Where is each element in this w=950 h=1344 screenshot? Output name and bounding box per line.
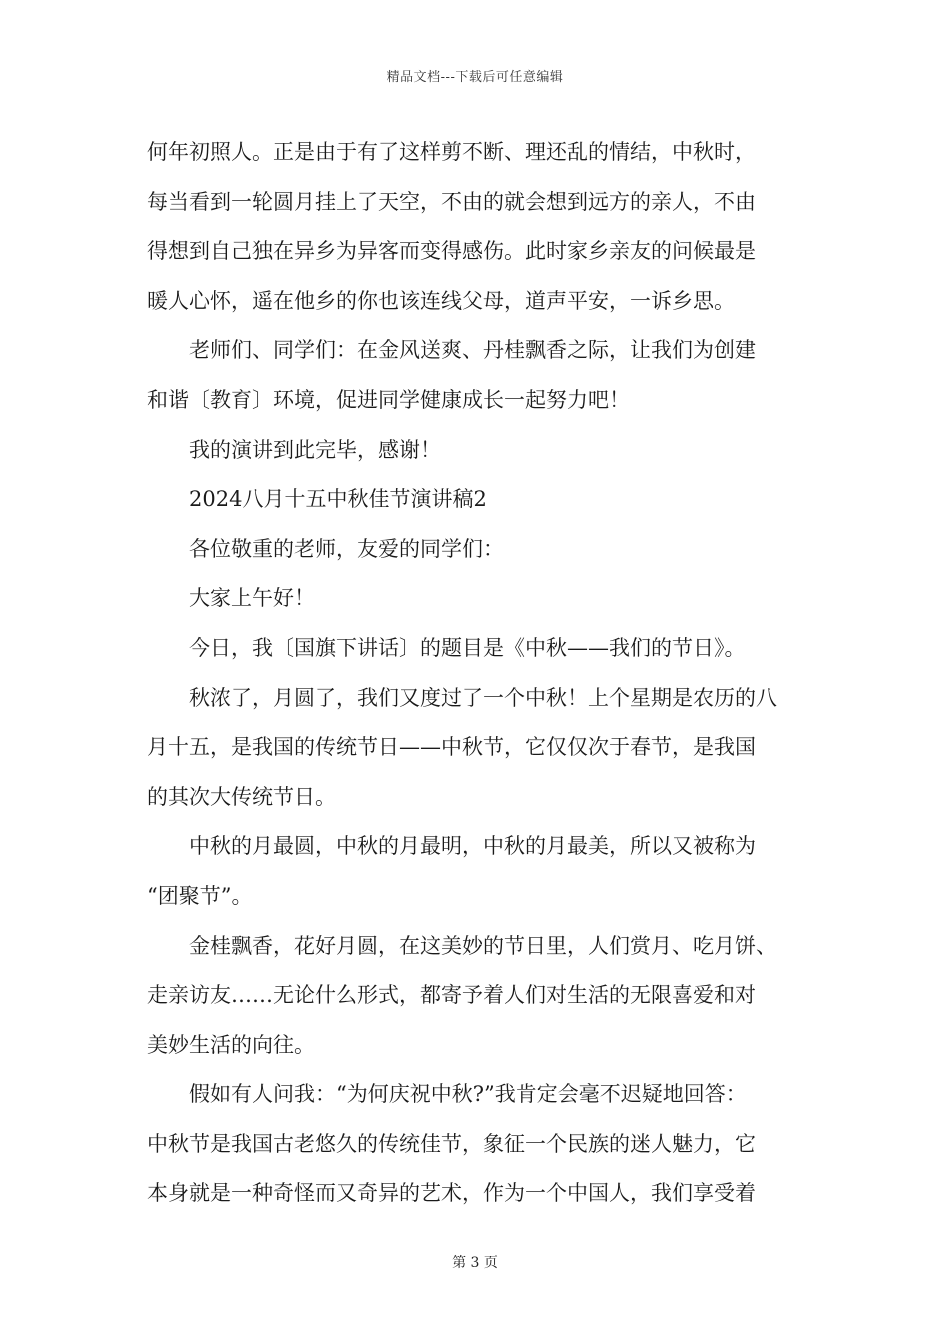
page-header: 精品文档---下载后可任意编辑 (386, 70, 564, 85)
text-line: 2024八月十五中秋佳节演讲稿2 (189, 487, 487, 512)
text-line: 我的演讲到此完毕，感谢！ (189, 437, 441, 462)
text-line: 何年初照人。正是由于有了这样剪不断、理还乱的情结，中秋时， (147, 140, 756, 164)
text-line: 老师们、同学们：在金风送爽、丹桂飘香之际，让我们为创建 (189, 338, 756, 363)
text-line: 大家上午好！ (189, 586, 315, 611)
text-line: 金桂飘香，花好月圆，在这美妙的节日里，人们赏月、吃月饼、 (189, 933, 777, 958)
text-line: 每当看到一轮圆月挂上了天空，不由的就会想到远方的亲人，不由 (147, 189, 756, 214)
text-line: 月十五，是我国的传统节日——中秋节，它仅仅次于春节，是我国 (147, 735, 756, 760)
body-text (147, 128, 817, 1219)
text-line: 各位敬重的老师，友爱的同学们： (189, 536, 504, 561)
text-line: 美妙生活的向往。 (147, 1032, 315, 1057)
text-line: 走亲访友……无论什么形式，都寄予着人们对生活的无限喜爱和对 (147, 983, 756, 1008)
text-line: 本身就是一种奇怪而又奇异的艺术，作为一个中国人，我们享受着 (147, 1181, 756, 1206)
text-line: 得想到自己独在异乡为异客而变得感伤。此时家乡亲友的问候最是 (147, 239, 756, 264)
text-line: “团聚节”。 (147, 883, 253, 908)
text-line: 秋浓了，月圆了，我们又度过了一个中秋！上个星期是农历的八 (189, 685, 777, 710)
text-line: 和谐〔教育〕环境，促进同学健康成长一起努力吧！ (147, 387, 630, 412)
text-line: 假如有人问我：“为何庆祝中秋?”我肯定会毫不迟疑地回答： (189, 1082, 747, 1107)
text-line: 暖人心怀，遥在他乡的你也该连线父母，道声平安，一诉乡思。 (147, 288, 735, 313)
text-line: 中秋节是我国古老悠久的传统佳节，象征一个民族的迷人魅力，它 (147, 1131, 756, 1156)
text-line: 今日，我〔国旗下讲话〕的题目是《中秋——我们的节日》。 (189, 635, 746, 660)
page-number: 第 3 页 (452, 1255, 498, 1271)
text-line: 的其次大传统节日。 (147, 784, 336, 809)
text-line: 中秋的月最圆，中秋的月最明，中秋的月最美，所以又被称为 (189, 834, 756, 859)
